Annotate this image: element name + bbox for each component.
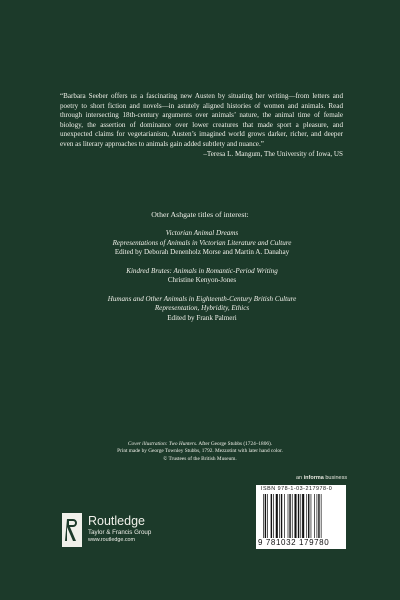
title-entry: [60, 229, 344, 258]
informa-suffix: business: [325, 475, 348, 481]
cover-credit-artist: . After George Stubbs (1724–1806).: [195, 441, 273, 447]
review-attribution: –Teresa L. Mangum, The University of Iowa, US: [203, 149, 343, 158]
other-titles-heading: Other Ashgate titles of interest:: [151, 210, 249, 219]
informa-business-tag: [296, 475, 347, 481]
cover-credit-line2: Print made by George Townley Stubbs, 1792. Mezzotint with later hand color.: [117, 448, 283, 455]
book-title: Kindred Brutes: Animals in Romantic-Period Writing: [126, 266, 278, 275]
book-editor: Edited by Frank Palmeri: [167, 313, 237, 322]
isbn-label: ISBN 978-1-03-217978-0: [261, 486, 333, 492]
other-titles-list: [60, 229, 344, 332]
publisher-name: Routledge: [88, 514, 145, 528]
informa-brand: informa: [303, 475, 324, 481]
review-blurb: [60, 92, 343, 159]
cover-credit-line1: [0, 441, 400, 448]
book-editor: Christine Kenyon-Jones: [167, 276, 237, 284]
cover-credit-line3: © Trustees of the British Museum.: [163, 455, 237, 462]
publisher-block: [88, 514, 151, 544]
book-title: Humans and Other Animals in Eighteenth-Century British Culture: [107, 294, 297, 303]
routledge-logo-icon: [62, 513, 82, 547]
title-entry: [60, 267, 344, 286]
book-subtitle: Representation, Hybridity, Ethics: [154, 304, 250, 312]
book-subtitle: Representations of Animals in Victorian Literature and Culture: [112, 238, 292, 247]
cover-credit-artwork: Two Hunters: [168, 441, 196, 447]
informa-prefix: an: [296, 475, 303, 481]
book-title: Victorian Animal Dreams: [165, 229, 239, 237]
cover-credit-label: Cover illustration:: [127, 441, 168, 447]
publisher-url[interactable]: www.routledge.com: [88, 537, 136, 543]
review-quote: “Barbara Seeber offers us a fascinating new Austen by situating her writing—from letters and poetry to short fiction and novels—in astutely aligned histories of women and animals. Read through intersecting 18th-century arguments over animals’ nature, the animal time of female biology, the assertion of dominance over lower creatures that made sport a pleasure, and unexpected claims for vegetarianism, Austen’s imagined world grows darker, richer, and deeper even as literary approaches to animals gain added subtlety and nuance.”: [60, 92, 343, 148]
isbn-number: 9 781032 179780: [258, 538, 330, 547]
cover-credit: [0, 441, 400, 463]
barcode-icon: [262, 494, 341, 538]
book-editor: Edited by Deborah Denenholz Morse and Martin A. Danahay: [114, 248, 290, 256]
publisher-group: Taylor & Francis Group: [88, 529, 152, 536]
title-entry: [60, 295, 344, 324]
